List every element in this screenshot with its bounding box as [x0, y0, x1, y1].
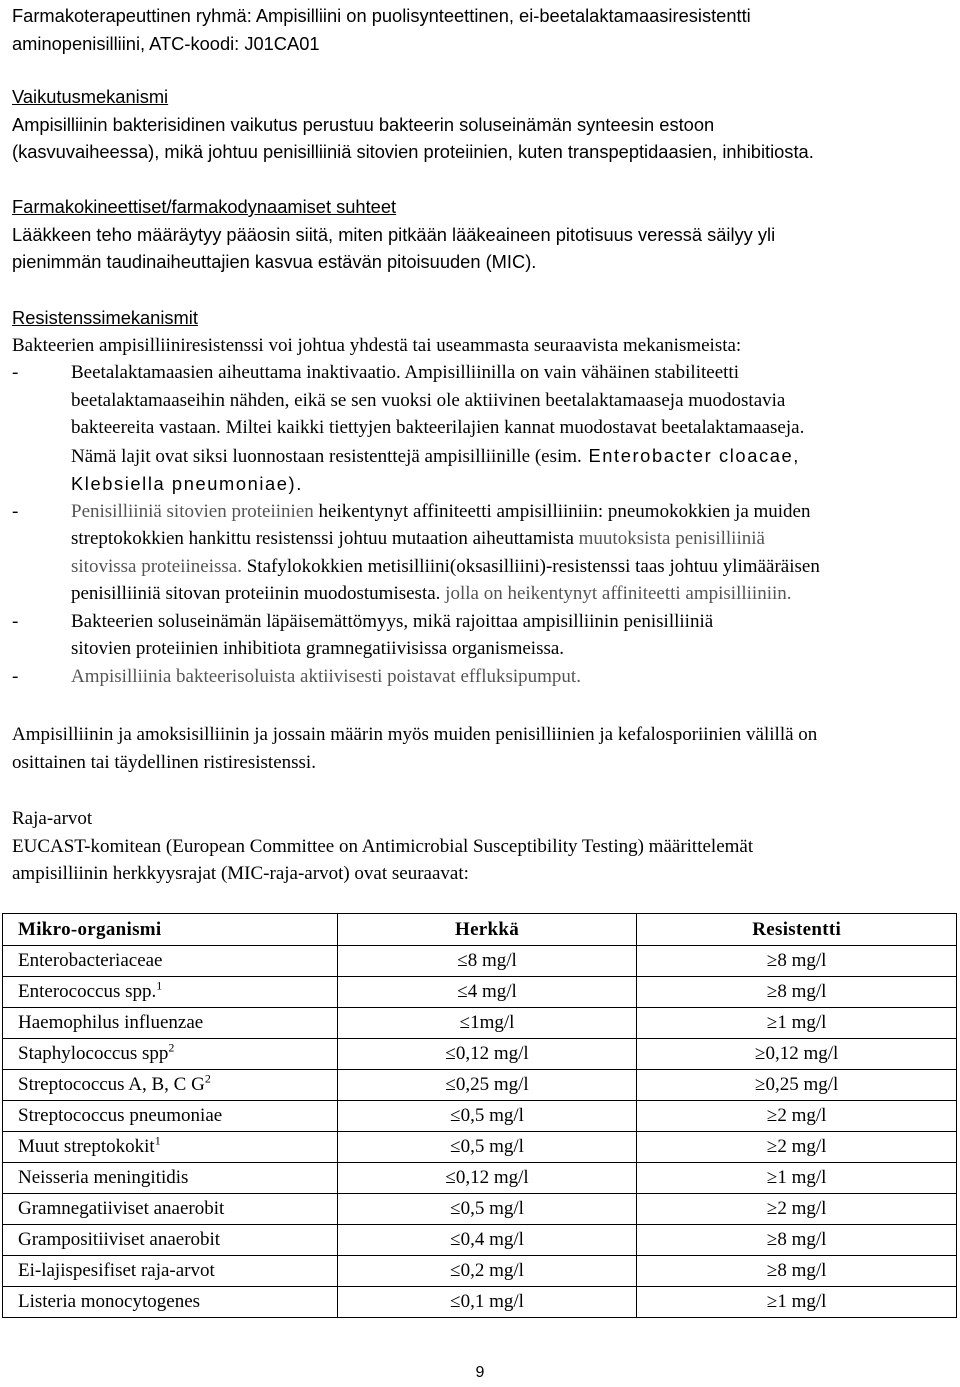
resistant-cell: ≥1 mg/l: [637, 1287, 957, 1318]
organism-name: Staphylococcus spp: [18, 1043, 169, 1064]
page-number: 9: [475, 1364, 485, 1381]
mechanism-heading: Vaikutusmekanismi: [12, 86, 169, 107]
list-text: sitovien proteiinien inhibitiota gramnegatiivisissa organismeissa.: [71, 638, 565, 659]
species-name: Klebsiella pneumoniae).: [71, 473, 303, 494]
resistance-section: [12, 304, 952, 690]
table-row: [3, 1256, 957, 1287]
table-row: [3, 1070, 957, 1101]
list-text: sitovissa proteiineissa.: [71, 555, 242, 577]
list-text: Miltei kaikki tiettyjen bakteerilajien kannat muodostavat beetalaktamaaseja.: [220, 417, 805, 438]
list-text: penisilliiniä sitovan proteiinin muodostumisesta.: [71, 583, 441, 604]
susceptible-cell: ≤0,12 mg/l: [337, 1039, 637, 1070]
susceptible-cell: ≤0,5 mg/l: [337, 1101, 637, 1132]
resistant-cell: ≥0,25 mg/l: [637, 1070, 957, 1101]
organism-name: Grampositiiviset anaerobit: [18, 1229, 221, 1250]
table-row: [3, 1101, 957, 1132]
organism-cell: [3, 946, 338, 977]
resistant-cell: ≥8 mg/l: [637, 977, 957, 1008]
table-row: [3, 1008, 957, 1039]
intro-line: Farmakoterapeuttinen ryhmä: Ampisilliini on puolisynteettinen, ei-beetalaktamaasiresistentti: [12, 5, 751, 26]
organism-name: Neisseria meningitidis: [18, 1167, 189, 1188]
organism-name: Gramnegatiiviset anaerobit: [18, 1198, 225, 1219]
cross-line: osittainen tai täydellinen ristiresistenssi.: [12, 751, 316, 773]
column-header: Herkkä: [337, 914, 637, 946]
susceptible-cell: ≤8 mg/l: [337, 946, 637, 977]
list-text: Penisilliiniä sitovien proteiinien: [71, 500, 314, 522]
list-text: bakteereita vastaan.: [71, 417, 221, 438]
organism-name: Streptococcus pneumoniae: [18, 1105, 223, 1126]
column-header: Mikro-organismi: [3, 914, 338, 946]
table-row: [3, 1132, 957, 1163]
organism-cell: [3, 1101, 338, 1132]
pkpd-line: pienimmän taudinaiheuttajien kasvua estävän pitoisuuden (MIC).: [12, 251, 537, 272]
susceptible-cell: ≤1mg/l: [337, 1008, 637, 1039]
mechanism-section: [12, 83, 952, 166]
breakpoints-section: [12, 805, 952, 888]
list-text: jolla on heikentynyt affiniteetti ampisilliiniin.: [440, 583, 792, 604]
list-text: Stafylokokkien metisilliini(oksasilliini)-resistenssi taas johtuu ylimääräisen: [241, 555, 820, 577]
footnote-marker: 1: [156, 978, 163, 993]
list-text: Ampisilliinia bakteerisoluista aktiivisesti poistavat effluksipumput.: [71, 665, 581, 687]
table-row: [3, 1194, 957, 1225]
organism-name: Muut streptokokit: [18, 1136, 155, 1157]
susceptible-cell: ≤4 mg/l: [337, 977, 637, 1008]
resistant-cell: ≥8 mg/l: [637, 946, 957, 977]
organism-name: Haemophilus influenzae: [18, 1012, 204, 1033]
breakpoints-heading: Raja-arvot: [12, 808, 93, 829]
footnote-marker: 2: [168, 1040, 175, 1055]
intro-paragraph: [12, 2, 952, 57]
list-item: [12, 608, 952, 663]
list-item: [12, 498, 952, 608]
list-text: Ampisilliinilla on vain vähäinen stabiliteetti: [400, 362, 739, 383]
resistant-cell: ≥0,12 mg/l: [637, 1039, 957, 1070]
list-text: Nämä lajit ovat siksi luonnostaan resistenttejä ampisilliinille (esim.: [71, 445, 582, 467]
organism-cell: [3, 1039, 338, 1070]
organism-name: Ei-lajispesifiset raja-arvot: [18, 1260, 215, 1281]
organism-name: Enterococcus spp.: [18, 981, 157, 1002]
susceptible-cell: ≤0,2 mg/l: [337, 1256, 637, 1287]
breakpoint-table: [2, 913, 957, 1318]
cross-line: Ampisilliinin ja amoksisilliinin ja jossain määrin myös muiden penisilliinien ja kefalosporiinien välillä on: [12, 724, 818, 745]
list-text: heikentynyt affiniteetti ampisilliiniin: pneumokokkien ja muiden: [313, 500, 811, 522]
resistant-cell: ≥1 mg/l: [637, 1163, 957, 1194]
list-dash: -: [12, 500, 19, 522]
resistant-cell: ≥2 mg/l: [637, 1132, 957, 1163]
pkpd-heading: Farmakokineettiset/farmakodynaamiset suhteet: [12, 196, 397, 217]
mechanism-line: (kasvuvaiheessa), mikä johtuu penisilliiniä sitovien proteiinien, kuten transpeptidaasien, inhibitiosta.: [12, 141, 814, 162]
table-row: [3, 1163, 957, 1194]
list-dash: -: [12, 610, 19, 632]
organism-name: Enterobacteriaceae: [18, 950, 163, 971]
table-row: [3, 1225, 957, 1256]
list-item: [12, 359, 952, 498]
breakpoints-line: ampisilliinin herkkyysrajat (MIC-raja-arvot) ovat seuraavat:: [12, 863, 469, 884]
breakpoints-line: EUCAST-komitean (European Committee on Antimicrobial Susceptibility Testing) määrittelemät: [12, 835, 754, 857]
list-dash: -: [12, 665, 19, 687]
organism-cell: [3, 1287, 338, 1318]
list-text: streptokokkien hankittu resistenssi johtuu mutaation aiheuttamista: [71, 528, 574, 549]
list-text: Beetalaktamaasien aiheuttama inaktivaatio.: [71, 362, 401, 383]
table-row: [3, 1287, 957, 1318]
susceptible-cell: ≤0,12 mg/l: [337, 1163, 637, 1194]
organism-cell: [3, 1163, 338, 1194]
organism-cell: [3, 1194, 338, 1225]
resistant-cell: ≥8 mg/l: [637, 1225, 957, 1256]
intro-line: aminopenisilliini, ATC-koodi: J01CA01: [12, 32, 320, 54]
resistant-cell: ≥2 mg/l: [637, 1194, 957, 1225]
cross-resistance-paragraph: [12, 721, 952, 776]
pkpd-line: Lääkkeen teho määräytyy pääosin siitä, miten pitkään lääkeaineen pitotisuus veressä säilyy yli: [12, 223, 776, 245]
mechanism-line: Ampisilliinin bakterisidinen vaikutus perustuu bakteerin soluseinämän synteesin estoon: [12, 113, 715, 135]
species-name: Enterobacter cloacae,: [581, 444, 800, 466]
susceptible-cell: ≤0,4 mg/l: [337, 1225, 637, 1256]
organism-cell: [3, 1008, 338, 1039]
list-dash: -: [12, 362, 19, 383]
list-text: beetalaktamaaseihin nähden, eikä se sen vuoksi ole aktiivinen beetalaktamaaseja muodostavia: [71, 389, 786, 411]
pkpd-section: [12, 193, 952, 276]
susceptible-cell: ≤0,5 mg/l: [337, 1194, 637, 1225]
footnote-marker: 2: [204, 1071, 211, 1086]
organism-cell: [3, 1256, 338, 1287]
susceptible-cell: ≤0,1 mg/l: [337, 1287, 637, 1318]
footnote-marker: 1: [154, 1133, 161, 1148]
table-body: [3, 946, 957, 1318]
organism-name: Streptococcus A, B, C G: [18, 1074, 205, 1095]
list-item: [12, 663, 952, 691]
susceptible-cell: ≤0,5 mg/l: [337, 1132, 637, 1163]
list-text: Bakteerien soluseinämän läpäisemättömyys, mikä rajoittaa ampisilliinin penisilliiniä: [71, 610, 714, 632]
resistant-cell: ≥8 mg/l: [637, 1256, 957, 1287]
susceptible-cell: ≤0,25 mg/l: [337, 1070, 637, 1101]
resistant-cell: ≥1 mg/l: [637, 1008, 957, 1039]
organism-cell: [3, 1070, 338, 1101]
resistance-heading: Resistenssimekanismit: [12, 307, 198, 328]
table-row: [3, 977, 957, 1008]
table-row: [3, 946, 957, 977]
table-header-row: [3, 914, 957, 946]
organism-cell: [3, 977, 338, 1008]
organism-cell: [3, 1225, 338, 1256]
organism-name: Listeria monocytogenes: [18, 1291, 201, 1312]
resistance-intro: Bakteerien ampisilliiniresistenssi voi johtua yhdestä tai useammasta seuraavista mekanismeista:: [12, 334, 742, 356]
column-header: Resistentti: [637, 914, 957, 946]
resistant-cell: ≥2 mg/l: [637, 1101, 957, 1132]
table-row: [3, 1039, 957, 1070]
list-text: muutoksista penisilliiniä: [573, 528, 765, 549]
organism-cell: [3, 1132, 338, 1163]
